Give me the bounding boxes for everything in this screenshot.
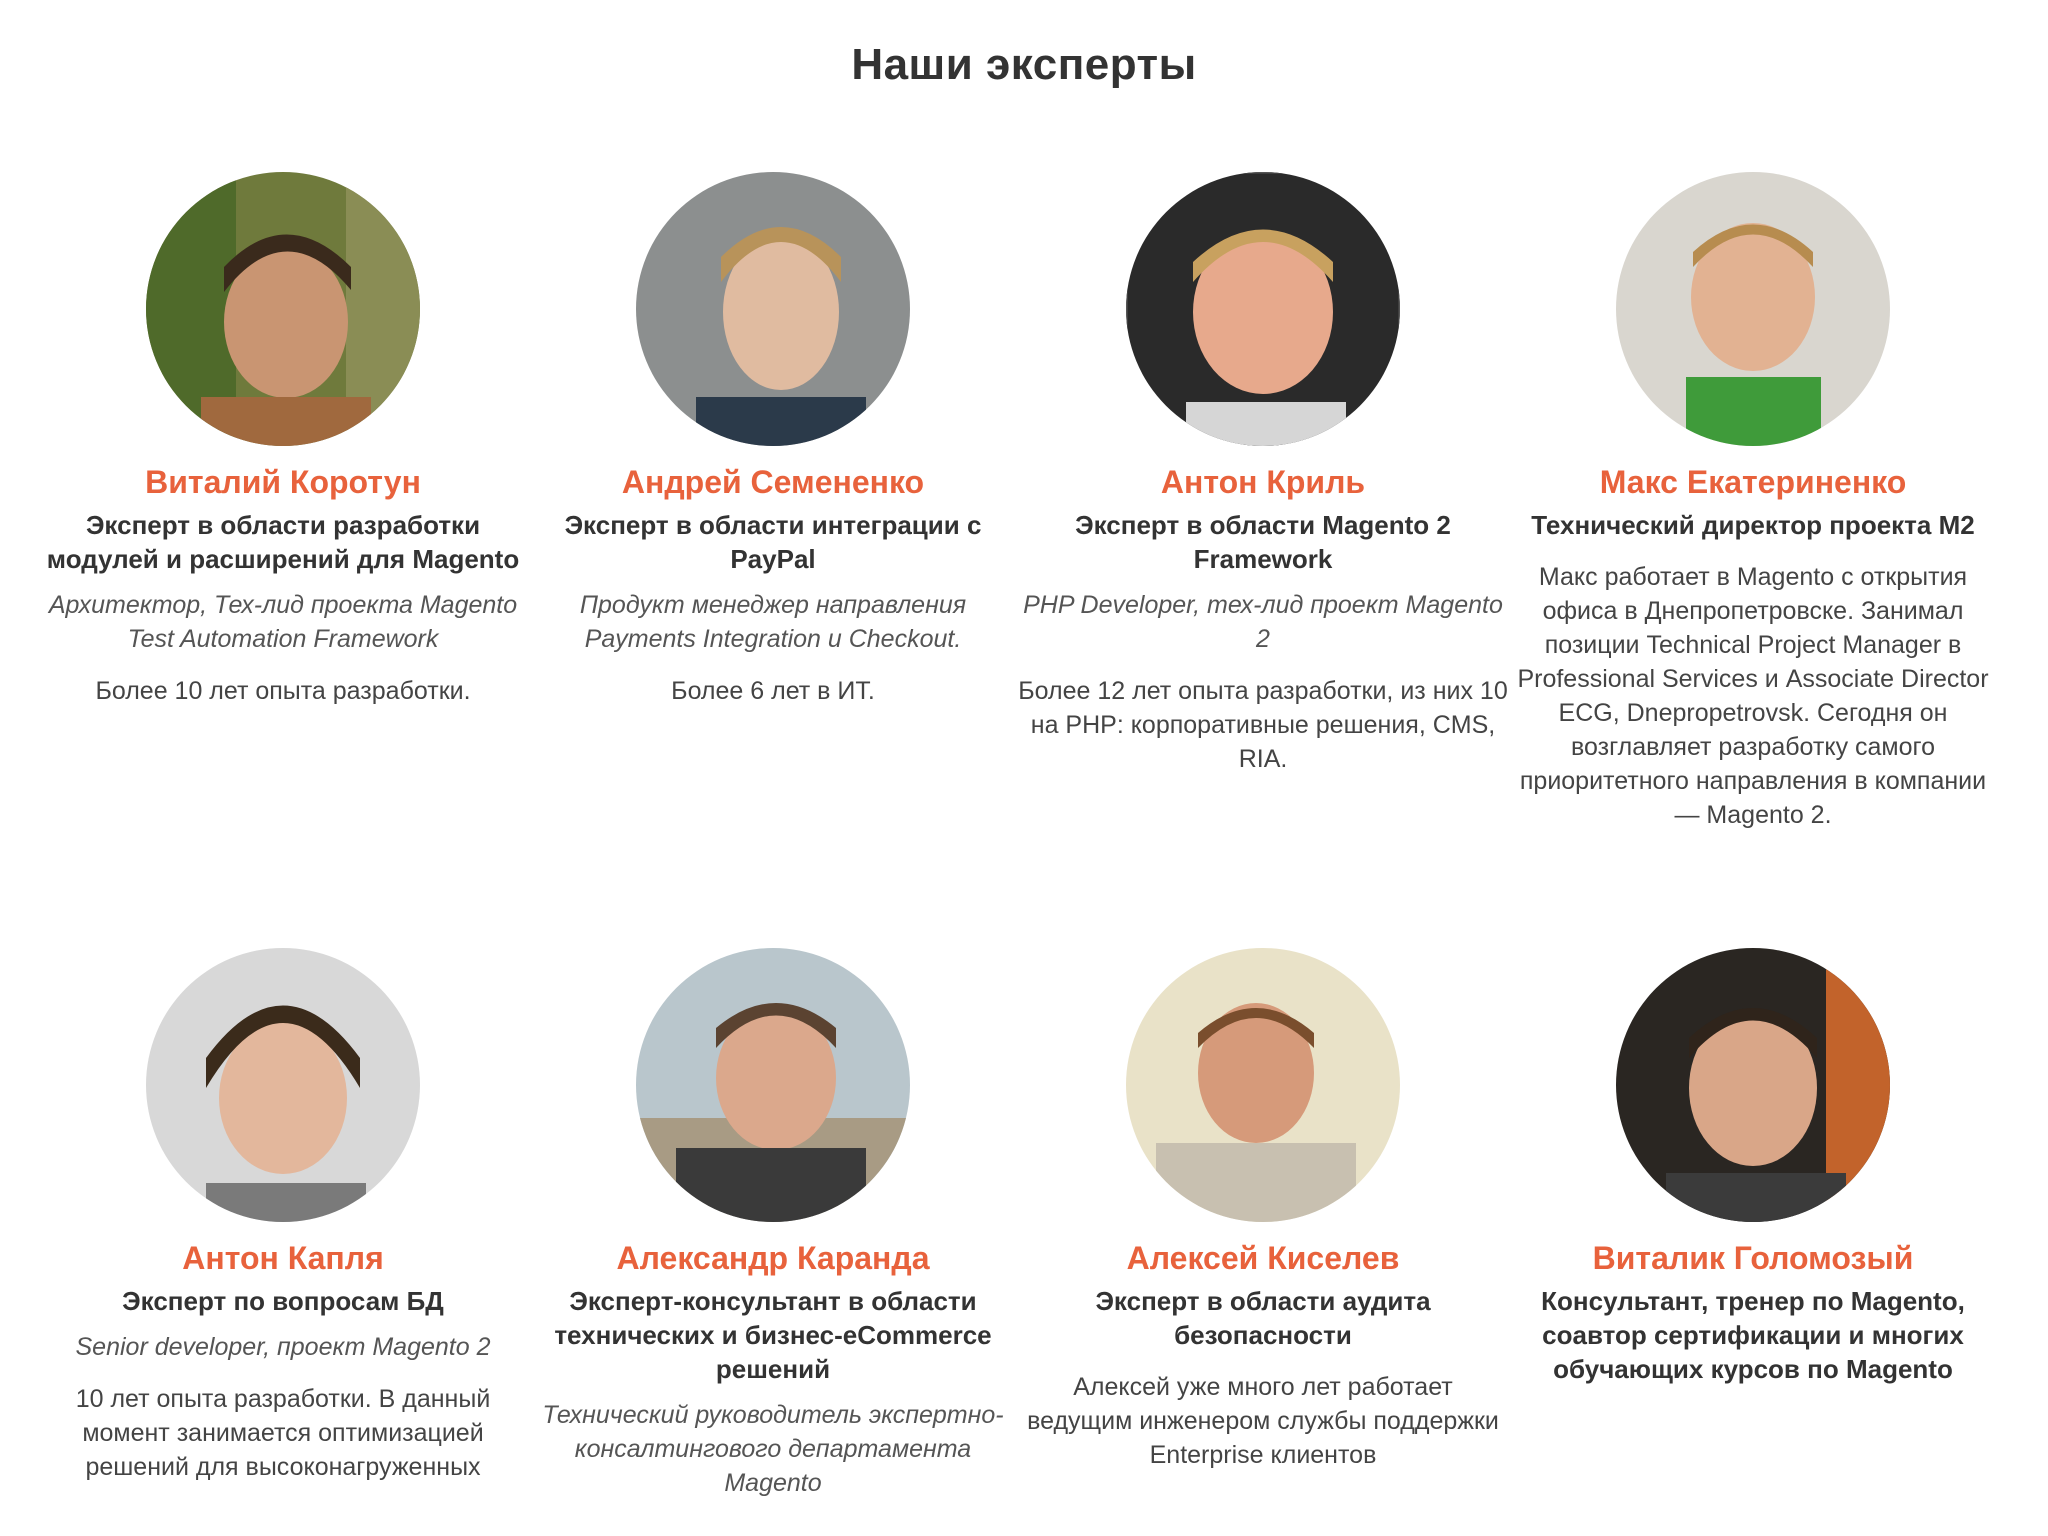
expert-role: Эксперт-консультант в области технических и бизнес-eCommerce решений xyxy=(554,1286,992,1384)
expert-description: Более 6 лет в ИТ. xyxy=(671,677,875,705)
expert-description: Алексей уже много лет работает ведущим инженером службы поддержки Enterprise клиентов xyxy=(1027,1373,1499,1469)
expert-role: Эксперт в области аудита безопасности xyxy=(1095,1286,1431,1350)
expert-name: Антон Капля xyxy=(182,1240,384,1276)
expert-photo xyxy=(1616,172,1890,446)
expert-description: Макс работает в Magento с открытия офиса в Днепропетровске. Занимал позиции Technical Project Manager в Professional Services и Associate Director ECG, Dnepropetrovsk. Сегодня он возглавляет разработку самого приоритетного направления в компании — Magento 2. xyxy=(1517,563,1989,829)
expert-photo xyxy=(636,172,910,446)
expert-role: Эксперт в области интеграции с PayPal xyxy=(564,510,982,574)
expert-position: Архитектор, Тех-лид проекта Magento Test Automation Framework xyxy=(48,591,518,653)
expert-role: Эксперт в области Magento 2 Framework xyxy=(1075,510,1451,574)
expert-card xyxy=(1018,948,1508,1472)
expert-photo xyxy=(636,948,910,1222)
expert-role: Технический директор проекта M2 xyxy=(1531,510,1975,540)
expert-photo xyxy=(146,172,420,446)
expert-card xyxy=(1508,172,1998,832)
expert-card xyxy=(38,948,528,1484)
expert-position: PHP Developer, тех-лид проект Magento 2 xyxy=(1023,591,1503,653)
expert-position: Продукт менеджер направления Payments Integration и Checkout. xyxy=(579,591,967,653)
expert-card xyxy=(528,172,1018,708)
expert-card xyxy=(528,948,1018,1500)
expert-position: Senior developer, проект Magento 2 xyxy=(75,1333,491,1361)
expert-name: Алексей Киселев xyxy=(1126,1240,1400,1276)
expert-photo xyxy=(1126,172,1400,446)
expert-description: 10 лет опыта разработки. В данный момент занимается оптимизацией решений для высоконагруженных xyxy=(75,1385,491,1481)
expert-photo xyxy=(1126,948,1400,1222)
expert-name: Макс Екатериненко xyxy=(1599,464,1907,500)
expert-name: Виталий Коротун xyxy=(145,464,421,500)
expert-name: Андрей Семененко xyxy=(621,464,925,500)
expert-name: Виталик Голомозый xyxy=(1592,1240,1914,1276)
expert-card xyxy=(1508,948,1998,1386)
expert-role: Эксперт в области разработки модулей и расширений для Magento xyxy=(46,510,520,574)
expert-name: Антон Криль xyxy=(1160,464,1366,500)
expert-name: Александр Каранда xyxy=(616,1240,930,1276)
expert-card xyxy=(38,172,528,708)
expert-position: Технический руководитель экспертно-консалтингового департамента Magento xyxy=(542,1401,1004,1497)
expert-role: Эксперт по вопросам БД xyxy=(122,1286,444,1316)
expert-description: Более 12 лет опыта разработки, из них 10 на PHP: корпоративные решения, CMS, RIA. xyxy=(1018,677,1508,773)
expert-photo xyxy=(146,948,420,1222)
section-title: Наши эксперты xyxy=(851,40,1197,89)
expert-photo xyxy=(1616,948,1890,1222)
expert-description: Более 10 лет опыта разработки. xyxy=(95,677,471,705)
expert-role: Консультант, тренер по Magento, соавтор сертификации и многих обучающих курсов по Magento xyxy=(1541,1286,1965,1384)
expert-card xyxy=(1018,172,1508,776)
